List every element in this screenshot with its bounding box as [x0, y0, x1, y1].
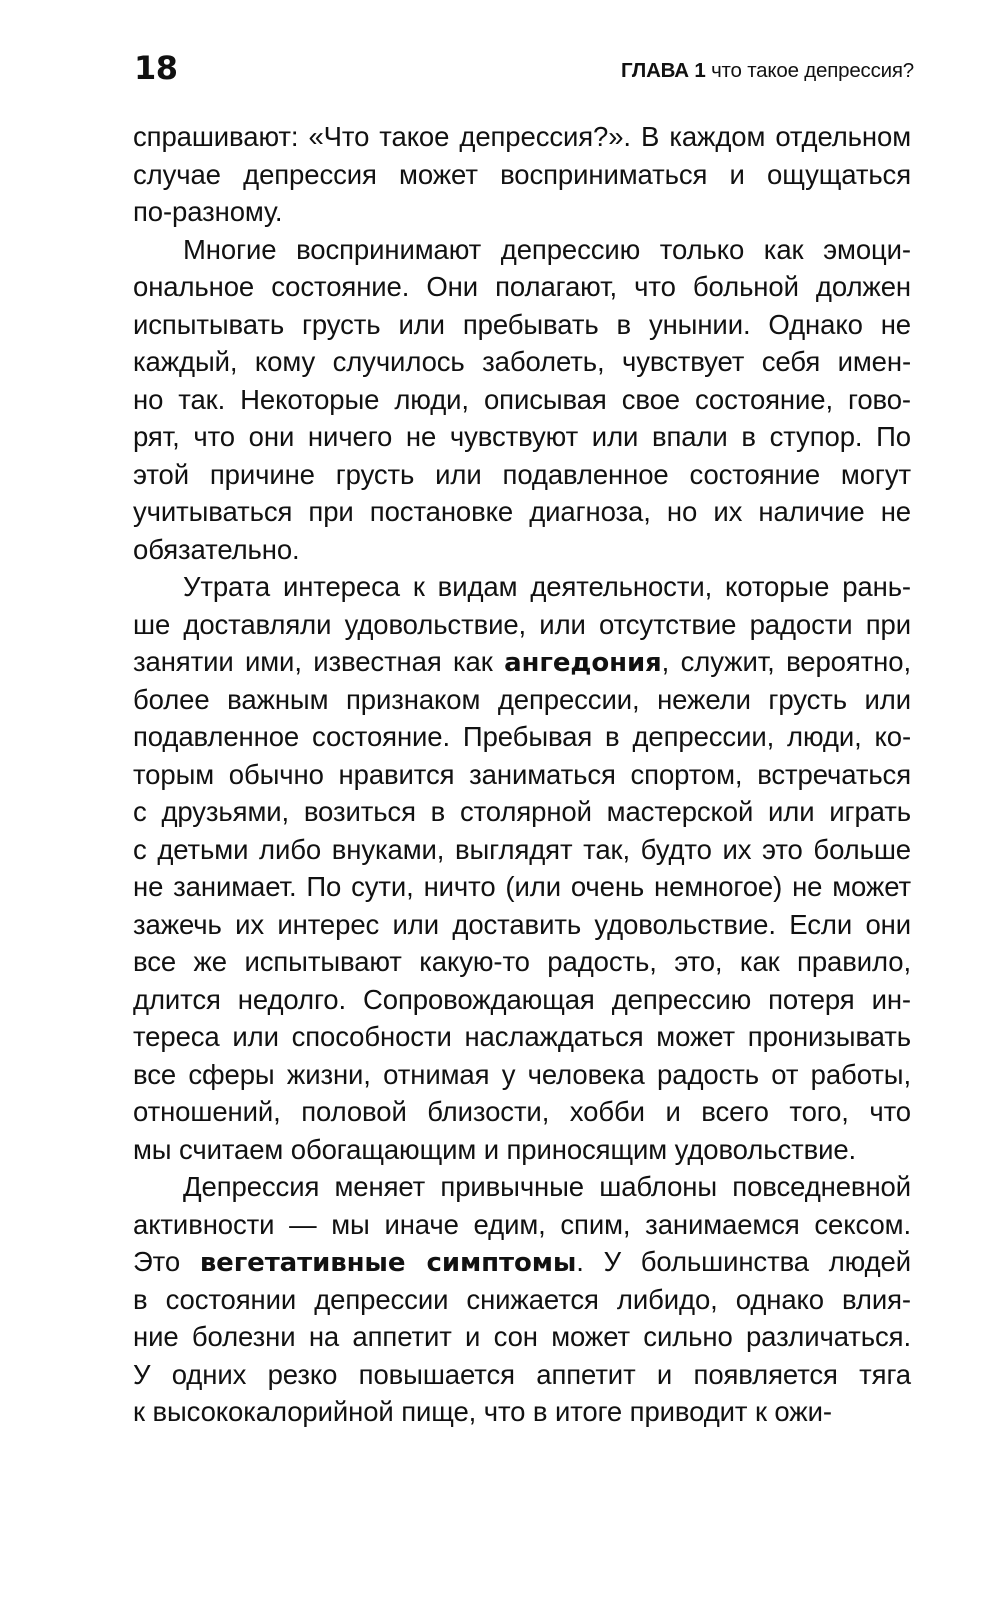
paragraph: [133, 118, 911, 231]
text-line: [133, 1281, 911, 1319]
text-segment: все сферы жизни, отнимая у человека радость от работы,: [133, 1058, 911, 1090]
text-line: [133, 718, 911, 756]
text-line: [133, 1168, 911, 1206]
text-line: [133, 606, 911, 644]
text-segment: ше доставляли удовольствие, или отсутствие радости при: [133, 608, 911, 640]
text-segment: с друзьями, возиться в столярной мастерской или играть: [133, 796, 911, 827]
text-line: [133, 193, 911, 231]
text-line: [133, 568, 911, 606]
text-line: [133, 1393, 911, 1431]
text-line: [133, 868, 911, 906]
text-segment: У одних резко повышается аппетит и появляется тяга: [133, 1358, 911, 1390]
text-line: [133, 1356, 911, 1394]
text-line: [133, 1131, 911, 1169]
text-line: [133, 231, 911, 269]
text-segment: спрашивают: «Что такое депрессия?». В каждом отдельном: [133, 121, 911, 152]
text-segment: зажечь их интерес или доставить удовольствие. Если они: [133, 908, 911, 940]
text-segment: в состоянии депрессии снижается либидо, однако влия-: [133, 1283, 911, 1315]
bold-term: ангедония: [504, 648, 662, 678]
text-line: [133, 306, 911, 344]
body-text: [133, 118, 911, 1431]
chapter-label: ГЛАВА 1: [620, 59, 706, 82]
text-line: [133, 756, 911, 794]
text-segment: подавленное состояние. Пребывая в депрессии, люди, ко-: [133, 721, 911, 752]
page-header: [134, 44, 914, 94]
text-segment: торым обычно нравится заниматься спортом, встречаться: [133, 758, 911, 790]
text-line: [133, 1018, 911, 1056]
text-line: [133, 1056, 911, 1094]
text-segment: занятии ими, известная как: [133, 646, 505, 677]
text-line: [133, 981, 911, 1019]
text-line: [133, 1243, 911, 1281]
text-segment: к высококалорийной пище, что в итоге приводит к ожи-: [133, 1396, 832, 1427]
text-segment: но так. Некоторые люди, описывая свое состояние, гово-: [133, 383, 911, 415]
text-line: [133, 1206, 911, 1244]
text-segment: испытывать грусть или пребывать в унынии. Однако не: [133, 308, 911, 340]
text-segment: с детьми либо внуками, выглядят так, будто их это больше: [133, 833, 911, 865]
text-segment: не занимает. По сути, ничто (или очень немногое) не может: [133, 871, 911, 902]
text-line: [133, 1093, 911, 1131]
text-segment: каждый, кому случилось заболеть, чувствует себя имен-: [133, 346, 911, 377]
running-head: [621, 56, 914, 86]
text-line: [133, 456, 911, 494]
text-segment: по-разному.: [133, 196, 283, 227]
text-line: [133, 381, 911, 419]
text-segment: Утрата интереса к видам деятельности, которые рань-: [183, 571, 911, 602]
text-line: [133, 493, 911, 531]
text-segment: мы считаем обогащающим и приносящим удовольствие.: [133, 1133, 857, 1165]
text-segment: учитываться при постановке диагноза, но их наличие не: [133, 496, 911, 527]
text-segment: рят, что они ничего не чувствуют или впали в ступор. По: [133, 421, 911, 452]
text-segment: длится недолго. Сопровождающая депрессию потеря ин-: [133, 983, 911, 1015]
text-segment: отношений, половой близости, хобби и всего того, что: [133, 1096, 911, 1127]
text-segment: все же испытывают какую-то радость, это, как правило,: [133, 946, 911, 977]
text-line: [133, 793, 911, 831]
text-line: [133, 118, 911, 156]
text-line: [133, 643, 911, 681]
text-segment: , служит, вероятно,: [661, 646, 911, 677]
text-segment: ональное состояние. Они полагают, что больной должен: [133, 271, 911, 302]
text-segment: . У большинства людей: [576, 1246, 911, 1277]
text-line: [133, 906, 911, 944]
text-segment: Депрессия меняет привычные шаблоны повседневной: [183, 1171, 911, 1202]
paragraph: [133, 231, 911, 569]
text-line: [133, 418, 911, 456]
text-line: [133, 343, 911, 381]
paragraph: [133, 568, 911, 1168]
text-line: [133, 831, 911, 869]
text-segment: более важным признаком депрессии, нежели грусть или: [133, 683, 911, 715]
text-segment: тереса или способности наслаждаться может пронизывать: [133, 1021, 911, 1052]
text-line: [133, 156, 911, 194]
page-number: 18: [134, 49, 178, 87]
chapter-title: что такое депрессия?: [705, 59, 914, 82]
text-line: [133, 943, 911, 981]
text-line: [133, 531, 911, 569]
text-segment: этой причине грусть или подавленное состояние могут: [133, 458, 911, 490]
text-line: [133, 681, 911, 719]
text-segment: Многие воспринимают депрессию только как эмоци-: [183, 233, 911, 265]
paragraph: [133, 1168, 911, 1431]
text-line: [133, 268, 911, 306]
text-line: [133, 1318, 911, 1356]
text-segment: случае депрессия может восприниматься и ощущаться: [133, 158, 911, 190]
text-segment: ние болезни на аппетит и сон может сильно различаться.: [133, 1321, 911, 1352]
bold-term: вегетативные симптомы: [199, 1248, 577, 1278]
text-segment: обязательно.: [133, 533, 300, 565]
text-segment: активности — мы иначе едим, спим, занимаемся сексом.: [133, 1208, 911, 1240]
text-segment: Это: [133, 1246, 200, 1277]
